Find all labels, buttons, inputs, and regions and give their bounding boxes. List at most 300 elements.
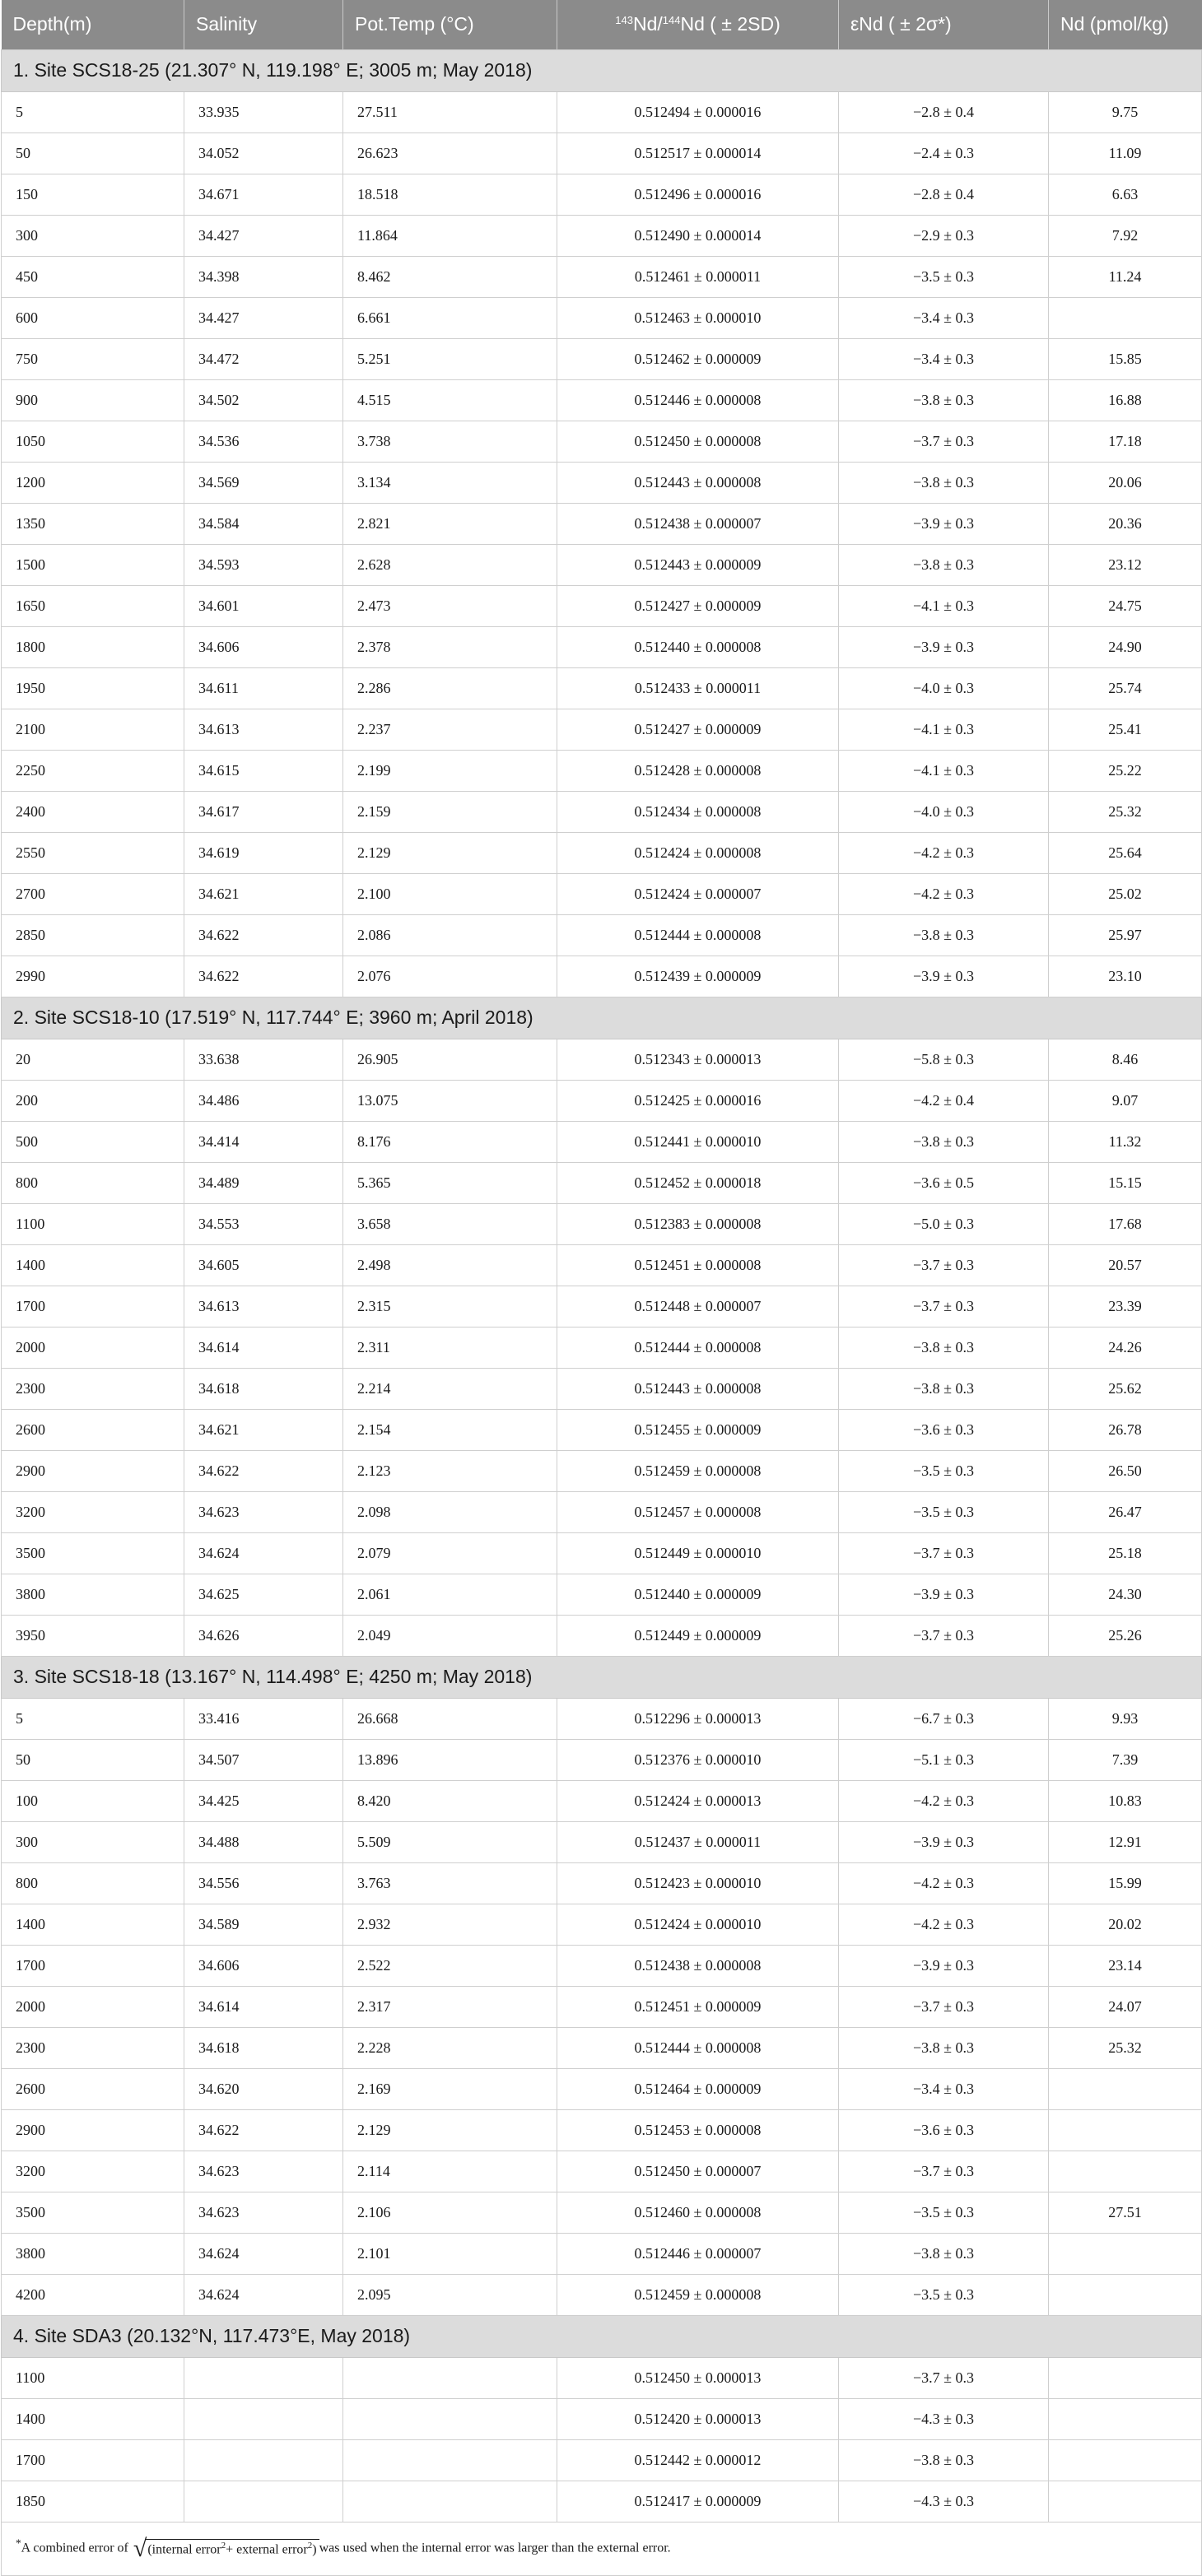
cell-nd-ratio: 0.512459 ± 0.000008 [557, 1450, 839, 1491]
cell-epsilon-nd: −3.5 ± 0.3 [839, 1450, 1049, 1491]
cell-pot-temp: 2.079 [343, 1532, 557, 1574]
cell-pot-temp: 2.159 [343, 791, 557, 832]
cell-epsilon-nd: −4.1 ± 0.3 [839, 750, 1049, 791]
cell-epsilon-nd: −3.7 ± 0.3 [839, 421, 1049, 462]
cell-epsilon-nd: −4.2 ± 0.4 [839, 1080, 1049, 1121]
cell-depth: 5 [2, 1698, 184, 1739]
cell-depth: 4200 [2, 2274, 184, 2315]
cell-pot-temp: 8.420 [343, 1780, 557, 1821]
cell-pot-temp [343, 2439, 557, 2481]
cell-pot-temp: 2.169 [343, 2068, 557, 2109]
cell-depth: 600 [2, 297, 184, 338]
header-salinity: Salinity [184, 0, 343, 49]
table-row [2, 1203, 1202, 1244]
cell-nd-conc: 6.63 [1049, 174, 1202, 215]
cell-pot-temp: 2.086 [343, 914, 557, 956]
cell-nd-ratio: 0.512461 ± 0.000011 [557, 256, 839, 297]
cell-nd-conc [1049, 2109, 1202, 2151]
cell-salinity: 34.569 [184, 462, 343, 503]
cell-pot-temp: 2.214 [343, 1368, 557, 1409]
cell-nd-conc: 9.93 [1049, 1698, 1202, 1739]
cell-epsilon-nd: −5.1 ± 0.3 [839, 1739, 1049, 1780]
cell-nd-conc: 23.14 [1049, 1945, 1202, 1986]
cell-nd-conc: 27.51 [1049, 2192, 1202, 2233]
cell-salinity: 34.622 [184, 914, 343, 956]
section-header-row [2, 997, 1202, 1039]
cell-depth: 20 [2, 1039, 184, 1080]
cell-nd-conc: 25.64 [1049, 832, 1202, 873]
cell-depth: 800 [2, 1162, 184, 1203]
cell-nd-conc: 25.22 [1049, 750, 1202, 791]
cell-nd-conc: 11.09 [1049, 133, 1202, 174]
cell-salinity: 34.615 [184, 750, 343, 791]
cell-pot-temp: 13.896 [343, 1739, 557, 1780]
table-row [2, 1039, 1202, 1080]
cell-epsilon-nd: −4.2 ± 0.3 [839, 832, 1049, 873]
cell-nd-ratio: 0.512383 ± 0.000008 [557, 1203, 839, 1244]
cell-pot-temp: 2.237 [343, 709, 557, 750]
table-row [2, 2192, 1202, 2233]
cell-epsilon-nd: −4.0 ± 0.3 [839, 667, 1049, 709]
cell-epsilon-nd: −3.9 ± 0.3 [839, 1574, 1049, 1615]
cell-pot-temp: 2.311 [343, 1327, 557, 1368]
cell-depth: 900 [2, 379, 184, 421]
cell-epsilon-nd: −4.1 ± 0.3 [839, 585, 1049, 626]
cell-nd-ratio: 0.512453 ± 0.000008 [557, 2109, 839, 2151]
cell-epsilon-nd: −5.8 ± 0.3 [839, 1039, 1049, 1080]
cell-epsilon-nd: −3.7 ± 0.3 [839, 1986, 1049, 2027]
cell-epsilon-nd: −4.2 ± 0.3 [839, 1862, 1049, 1904]
header-nd-ratio-part1: Nd/ [632, 13, 663, 35]
footnote [2, 2522, 1202, 2575]
table-row [2, 215, 1202, 256]
cell-epsilon-nd: −3.7 ± 0.3 [839, 1615, 1049, 1656]
table-row [2, 873, 1202, 914]
cell-epsilon-nd: −2.4 ± 0.3 [839, 133, 1049, 174]
cell-pot-temp: 2.114 [343, 2151, 557, 2192]
cell-nd-conc: 24.75 [1049, 585, 1202, 626]
cell-salinity: 34.584 [184, 503, 343, 544]
cell-salinity: 34.601 [184, 585, 343, 626]
table-row [2, 1286, 1202, 1327]
cell-epsilon-nd: −3.8 ± 0.3 [839, 1121, 1049, 1162]
cell-salinity: 34.556 [184, 1862, 343, 1904]
table-row [2, 585, 1202, 626]
cell-nd-conc: 26.50 [1049, 1450, 1202, 1491]
cell-pot-temp: 11.864 [343, 215, 557, 256]
cell-depth: 100 [2, 1780, 184, 1821]
cell-nd-ratio: 0.512443 ± 0.000008 [557, 1368, 839, 1409]
cell-salinity: 34.472 [184, 338, 343, 379]
cell-nd-ratio: 0.512517 ± 0.000014 [557, 133, 839, 174]
cell-nd-conc: 15.99 [1049, 1862, 1202, 1904]
cell-depth: 1350 [2, 503, 184, 544]
cell-nd-conc: 16.88 [1049, 379, 1202, 421]
cell-depth: 2700 [2, 873, 184, 914]
cell-epsilon-nd: −3.8 ± 0.3 [839, 1368, 1049, 1409]
cell-nd-ratio: 0.512428 ± 0.000008 [557, 750, 839, 791]
header-epsilon-nd: εNd ( ± 2σ*) [839, 0, 1049, 49]
cell-nd-conc [1049, 2398, 1202, 2439]
cell-pot-temp: 2.098 [343, 1491, 557, 1532]
table-row [2, 1615, 1202, 1656]
cell-nd-ratio: 0.512450 ± 0.000007 [557, 2151, 839, 2192]
cell-nd-ratio: 0.512444 ± 0.000008 [557, 2027, 839, 2068]
cell-nd-conc [1049, 2151, 1202, 2192]
cell-salinity: 34.398 [184, 256, 343, 297]
cell-pot-temp: 13.075 [343, 1080, 557, 1121]
cell-depth: 2400 [2, 791, 184, 832]
radicand-square-2: 2 [307, 2541, 313, 2551]
cell-nd-ratio: 0.512444 ± 0.000008 [557, 1327, 839, 1368]
table-row [2, 2274, 1202, 2315]
cell-depth: 1500 [2, 544, 184, 585]
cell-depth: 2990 [2, 956, 184, 997]
cell-depth: 5 [2, 91, 184, 133]
cell-salinity: 34.605 [184, 1244, 343, 1286]
cell-salinity: 34.589 [184, 1904, 343, 1945]
cell-pot-temp: 4.515 [343, 379, 557, 421]
cell-pot-temp: 2.628 [343, 544, 557, 585]
cell-nd-conc: 26.78 [1049, 1409, 1202, 1450]
cell-salinity: 34.623 [184, 2151, 343, 2192]
cell-salinity: 34.606 [184, 626, 343, 667]
cell-pot-temp: 3.738 [343, 421, 557, 462]
cell-pot-temp: 3.658 [343, 1203, 557, 1244]
cell-nd-conc [1049, 2274, 1202, 2315]
cell-nd-ratio: 0.512425 ± 0.000016 [557, 1080, 839, 1121]
radicand-close: ) [312, 2542, 317, 2557]
table-row [2, 1368, 1202, 1409]
cell-pot-temp: 2.498 [343, 1244, 557, 1286]
cell-pot-temp: 2.049 [343, 1615, 557, 1656]
square-root-sign: √ [133, 2534, 147, 2562]
cell-pot-temp: 3.134 [343, 462, 557, 503]
table-row [2, 544, 1202, 585]
cell-nd-conc: 25.18 [1049, 1532, 1202, 1574]
cell-salinity: 34.620 [184, 2068, 343, 2109]
cell-epsilon-nd: −3.9 ± 0.3 [839, 503, 1049, 544]
cell-nd-ratio: 0.512451 ± 0.000009 [557, 1986, 839, 2027]
table-row [2, 1780, 1202, 1821]
cell-nd-conc: 24.07 [1049, 1986, 1202, 2027]
radicand-external: + external error [226, 2542, 308, 2557]
table-row [2, 1739, 1202, 1780]
cell-pot-temp [343, 2357, 557, 2398]
cell-depth: 1400 [2, 2398, 184, 2439]
cell-epsilon-nd: −3.6 ± 0.3 [839, 2109, 1049, 2151]
header-nd-ratio-sup1: 143 [615, 14, 633, 27]
table-row [2, 2151, 1202, 2192]
cell-salinity: 34.614 [184, 1327, 343, 1368]
cell-nd-ratio: 0.512462 ± 0.000009 [557, 338, 839, 379]
table-row [2, 503, 1202, 544]
table-row [2, 832, 1202, 873]
cell-pot-temp: 6.661 [343, 297, 557, 338]
cell-depth: 1800 [2, 626, 184, 667]
section-header-row [2, 49, 1202, 91]
cell-salinity [184, 2439, 343, 2481]
cell-nd-ratio: 0.512296 ± 0.000013 [557, 1698, 839, 1739]
cell-depth: 300 [2, 215, 184, 256]
table-row [2, 914, 1202, 956]
cell-depth: 2900 [2, 1450, 184, 1491]
cell-salinity: 34.618 [184, 1368, 343, 1409]
cell-pot-temp: 2.101 [343, 2233, 557, 2274]
table-row [2, 750, 1202, 791]
cell-nd-conc: 24.30 [1049, 1574, 1202, 1615]
cell-salinity: 34.613 [184, 1286, 343, 1327]
cell-depth: 2550 [2, 832, 184, 873]
cell-depth: 2300 [2, 1368, 184, 1409]
radicand-internal: (internal error [147, 2542, 221, 2557]
cell-depth: 500 [2, 1121, 184, 1162]
cell-nd-conc: 20.02 [1049, 1904, 1202, 1945]
cell-pot-temp: 2.095 [343, 2274, 557, 2315]
cell-nd-conc: 8.46 [1049, 1039, 1202, 1080]
cell-nd-ratio: 0.512446 ± 0.000008 [557, 379, 839, 421]
cell-pot-temp: 27.511 [343, 91, 557, 133]
cell-depth: 50 [2, 133, 184, 174]
cell-depth: 3200 [2, 2151, 184, 2192]
cell-nd-ratio: 0.512437 ± 0.000011 [557, 1821, 839, 1862]
cell-epsilon-nd: −3.9 ± 0.3 [839, 1821, 1049, 1862]
table-row [2, 2481, 1202, 2522]
cell-pot-temp: 2.154 [343, 1409, 557, 1450]
table-row [2, 1821, 1202, 1862]
table-row [2, 791, 1202, 832]
table-row [2, 2398, 1202, 2439]
table-row [2, 1244, 1202, 1286]
cell-epsilon-nd: −4.3 ± 0.3 [839, 2398, 1049, 2439]
table-row [2, 1491, 1202, 1532]
cell-depth: 200 [2, 1080, 184, 1121]
cell-salinity: 34.507 [184, 1739, 343, 1780]
cell-depth: 300 [2, 1821, 184, 1862]
cell-epsilon-nd: −3.5 ± 0.3 [839, 256, 1049, 297]
cell-epsilon-nd: −3.5 ± 0.3 [839, 2192, 1049, 2233]
cell-salinity: 34.427 [184, 215, 343, 256]
cell-salinity: 34.622 [184, 956, 343, 997]
cell-salinity: 34.606 [184, 1945, 343, 1986]
cell-depth: 1700 [2, 2439, 184, 2481]
cell-salinity [184, 2357, 343, 2398]
table-footer [2, 2522, 1202, 2575]
table-row [2, 1986, 1202, 2027]
cell-nd-ratio: 0.512441 ± 0.000010 [557, 1121, 839, 1162]
cell-pot-temp: 8.462 [343, 256, 557, 297]
cell-depth: 2000 [2, 1327, 184, 1368]
cell-epsilon-nd: −3.7 ± 0.3 [839, 1286, 1049, 1327]
cell-depth: 2250 [2, 750, 184, 791]
cell-pot-temp: 26.905 [343, 1039, 557, 1080]
header-depth: Depth(m) [2, 0, 184, 49]
cell-nd-ratio: 0.512443 ± 0.000009 [557, 544, 839, 585]
cell-epsilon-nd: −3.4 ± 0.3 [839, 297, 1049, 338]
radicand-square-1: 2 [221, 2541, 226, 2551]
table-row [2, 379, 1202, 421]
cell-pot-temp: 2.821 [343, 503, 557, 544]
cell-epsilon-nd: −3.8 ± 0.3 [839, 914, 1049, 956]
cell-nd-ratio: 0.512494 ± 0.000016 [557, 91, 839, 133]
cell-nd-conc: 11.24 [1049, 256, 1202, 297]
cell-nd-ratio: 0.512460 ± 0.000008 [557, 2192, 839, 2233]
cell-nd-conc: 9.75 [1049, 91, 1202, 133]
table-row [2, 1698, 1202, 1739]
cell-salinity: 34.502 [184, 379, 343, 421]
cell-nd-ratio: 0.512424 ± 0.000010 [557, 1904, 839, 1945]
cell-pot-temp [343, 2481, 557, 2522]
cell-salinity: 34.414 [184, 1121, 343, 1162]
cell-nd-ratio: 0.512450 ± 0.000013 [557, 2357, 839, 2398]
cell-salinity: 34.621 [184, 1409, 343, 1450]
cell-depth: 2600 [2, 1409, 184, 1450]
table-body [2, 49, 1202, 2522]
cell-nd-ratio: 0.512424 ± 0.000013 [557, 1780, 839, 1821]
cell-salinity: 33.416 [184, 1698, 343, 1739]
cell-epsilon-nd: −3.8 ± 0.3 [839, 2439, 1049, 2481]
cell-salinity: 34.553 [184, 1203, 343, 1244]
cell-nd-ratio: 0.512438 ± 0.000007 [557, 503, 839, 544]
cell-depth: 1100 [2, 2357, 184, 2398]
table-row [2, 1409, 1202, 1450]
cell-salinity: 34.593 [184, 544, 343, 585]
cell-nd-conc: 25.32 [1049, 791, 1202, 832]
cell-nd-ratio: 0.512496 ± 0.000016 [557, 174, 839, 215]
footnote-text-after: was used when the internal error was larger than the external error. [319, 2541, 671, 2555]
cell-epsilon-nd: −2.8 ± 0.4 [839, 91, 1049, 133]
cell-pot-temp: 2.228 [343, 2027, 557, 2068]
cell-nd-conc: 25.02 [1049, 873, 1202, 914]
cell-depth: 1850 [2, 2481, 184, 2522]
cell-epsilon-nd: −4.2 ± 0.3 [839, 1780, 1049, 1821]
cell-salinity: 34.536 [184, 421, 343, 462]
cell-pot-temp: 18.518 [343, 174, 557, 215]
cell-epsilon-nd: −4.0 ± 0.3 [839, 791, 1049, 832]
cell-salinity [184, 2481, 343, 2522]
cell-salinity: 34.611 [184, 667, 343, 709]
cell-nd-conc: 23.10 [1049, 956, 1202, 997]
cell-epsilon-nd: −3.8 ± 0.3 [839, 2233, 1049, 2274]
table-row [2, 338, 1202, 379]
table-row [2, 1162, 1202, 1203]
cell-pot-temp: 2.199 [343, 750, 557, 791]
table-header [2, 0, 1202, 49]
table-row [2, 297, 1202, 338]
cell-nd-ratio: 0.512424 ± 0.000008 [557, 832, 839, 873]
cell-nd-conc: 17.68 [1049, 1203, 1202, 1244]
cell-depth: 1050 [2, 421, 184, 462]
header-nd-conc: Nd (pmol/kg) [1049, 0, 1202, 49]
cell-nd-ratio: 0.512424 ± 0.000007 [557, 873, 839, 914]
cell-nd-conc: 25.41 [1049, 709, 1202, 750]
cell-salinity: 34.622 [184, 2109, 343, 2151]
cell-pot-temp: 2.315 [343, 1286, 557, 1327]
footnote-text-before: A combined error of [21, 2541, 132, 2555]
cell-epsilon-nd: −3.4 ± 0.3 [839, 338, 1049, 379]
cell-pot-temp: 2.522 [343, 1945, 557, 1986]
cell-nd-ratio: 0.512449 ± 0.000009 [557, 1615, 839, 1656]
cell-nd-ratio: 0.512417 ± 0.000009 [557, 2481, 839, 2522]
cell-salinity: 34.623 [184, 2192, 343, 2233]
cell-nd-ratio: 0.512427 ± 0.000009 [557, 585, 839, 626]
cell-pot-temp: 2.286 [343, 667, 557, 709]
cell-nd-conc: 26.47 [1049, 1491, 1202, 1532]
cell-nd-conc: 15.85 [1049, 338, 1202, 379]
cell-nd-ratio: 0.512443 ± 0.000008 [557, 462, 839, 503]
cell-epsilon-nd: −3.7 ± 0.3 [839, 2151, 1049, 2192]
section-header-row [2, 1656, 1202, 1698]
footnote-row [2, 2522, 1202, 2575]
cell-pot-temp: 5.251 [343, 338, 557, 379]
table-row [2, 256, 1202, 297]
cell-nd-ratio: 0.512433 ± 0.000011 [557, 667, 839, 709]
cell-epsilon-nd: −5.0 ± 0.3 [839, 1203, 1049, 1244]
table-row [2, 2233, 1202, 2274]
cell-pot-temp: 26.623 [343, 133, 557, 174]
cell-nd-conc: 20.36 [1049, 503, 1202, 544]
cell-nd-ratio: 0.512438 ± 0.000008 [557, 1945, 839, 1986]
table-row [2, 2109, 1202, 2151]
cell-pot-temp [343, 2398, 557, 2439]
cell-nd-ratio: 0.512457 ± 0.000008 [557, 1491, 839, 1532]
cell-epsilon-nd: −3.8 ± 0.3 [839, 2027, 1049, 2068]
cell-pot-temp: 8.176 [343, 1121, 557, 1162]
table-row [2, 421, 1202, 462]
cell-salinity: 34.624 [184, 1532, 343, 1574]
cell-depth: 2600 [2, 2068, 184, 2109]
header-nd-ratio-sup2: 144 [662, 14, 681, 27]
cell-depth: 800 [2, 1862, 184, 1904]
cell-depth: 3200 [2, 1491, 184, 1532]
header-nd-ratio-part2: Nd ( ± 2SD) [680, 13, 780, 35]
cell-pot-temp: 2.061 [343, 1574, 557, 1615]
cell-nd-conc: 17.18 [1049, 421, 1202, 462]
cell-nd-ratio: 0.512440 ± 0.000008 [557, 626, 839, 667]
table-row [2, 1862, 1202, 1904]
cell-pot-temp: 5.365 [343, 1162, 557, 1203]
table-row [2, 1904, 1202, 1945]
cell-epsilon-nd: −3.7 ± 0.3 [839, 1244, 1049, 1286]
cell-nd-ratio: 0.512452 ± 0.000018 [557, 1162, 839, 1203]
cell-salinity [184, 2398, 343, 2439]
cell-nd-ratio: 0.512449 ± 0.000010 [557, 1532, 839, 1574]
cell-salinity: 34.052 [184, 133, 343, 174]
cell-epsilon-nd: −3.8 ± 0.3 [839, 544, 1049, 585]
table-row [2, 709, 1202, 750]
cell-depth: 1200 [2, 462, 184, 503]
section-title: 3. Site SCS18-18 (13.167° N, 114.498° E; 4250 m; May 2018) [2, 1656, 1202, 1698]
cell-epsilon-nd: −4.3 ± 0.3 [839, 2481, 1049, 2522]
table-row [2, 626, 1202, 667]
table-row [2, 2357, 1202, 2398]
cell-salinity: 34.489 [184, 1162, 343, 1203]
cell-depth: 1100 [2, 1203, 184, 1244]
cell-nd-ratio: 0.512463 ± 0.000010 [557, 297, 839, 338]
cell-epsilon-nd: −3.8 ± 0.3 [839, 1327, 1049, 1368]
cell-nd-conc: 10.83 [1049, 1780, 1202, 1821]
section-header-row [2, 2315, 1202, 2357]
cell-nd-conc: 23.39 [1049, 1286, 1202, 1327]
cell-epsilon-nd: −3.7 ± 0.3 [839, 2357, 1049, 2398]
cell-pot-temp: 2.076 [343, 956, 557, 997]
cell-depth: 2300 [2, 2027, 184, 2068]
cell-epsilon-nd: −3.8 ± 0.3 [839, 379, 1049, 421]
cell-nd-ratio: 0.512451 ± 0.000008 [557, 1244, 839, 1286]
cell-nd-ratio: 0.512423 ± 0.000010 [557, 1862, 839, 1904]
cell-epsilon-nd: −3.6 ± 0.5 [839, 1162, 1049, 1203]
header-pot-temp: Pot.Temp (°C) [343, 0, 557, 49]
